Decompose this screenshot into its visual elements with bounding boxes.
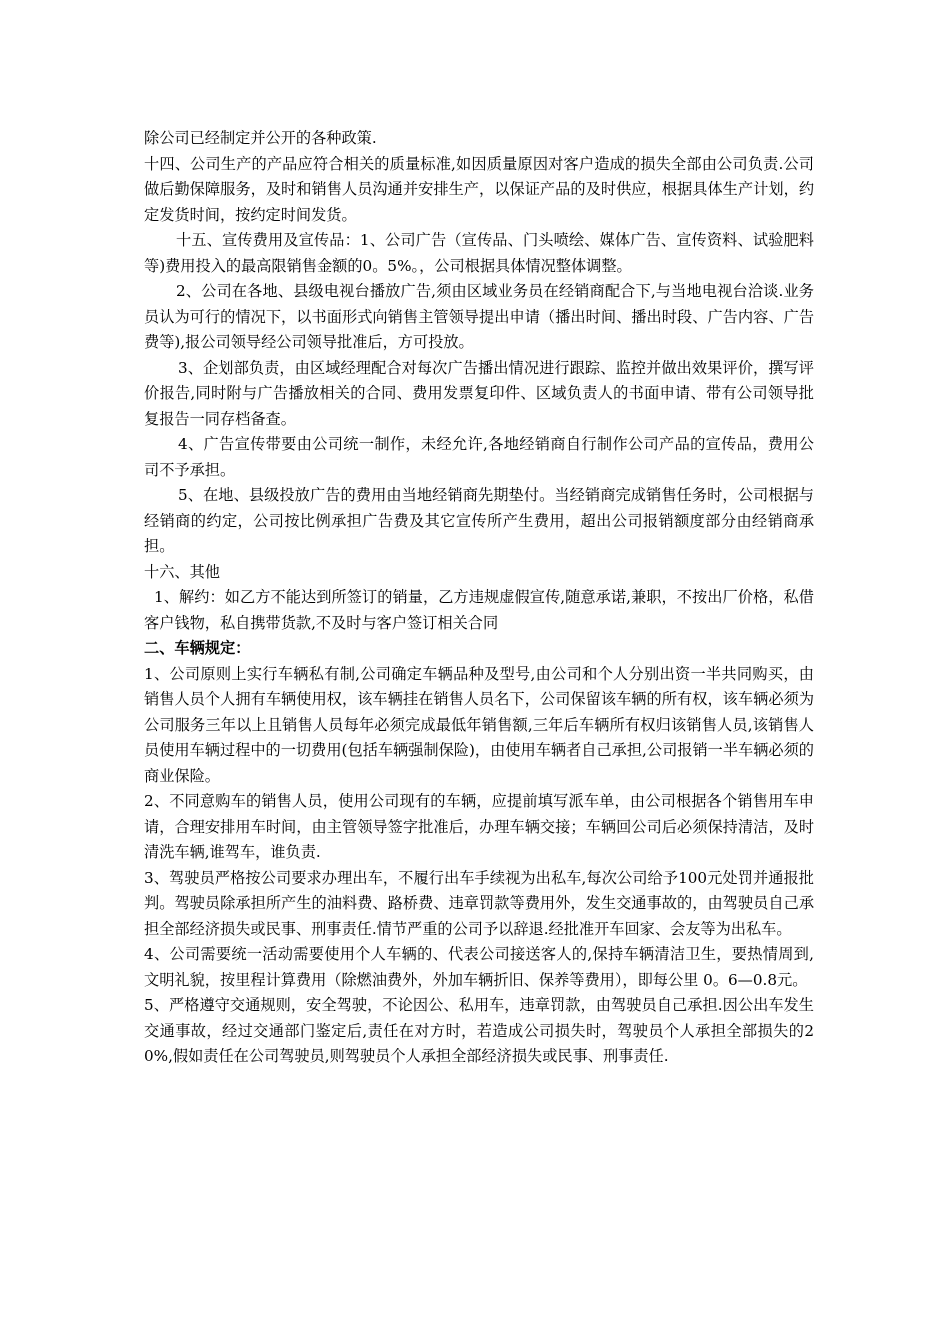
- paragraph-section-16: 十六、其他: [144, 562, 220, 581]
- paragraph-ad-item-2: 2、公司在各地、县级电视台播放广告,须由区域业务员在经销商配合下,与当地电视台洽谈.业务员认为可行的情况下，以书面形式向销售主管领导提出申请（播出时间、播出时段、广告内容、广告费等),报公司领导经公司领导批准后，方可投放。: [144, 282, 814, 351]
- paragraph-policy-continuation: 除公司已经制定并公开的各种政策.: [144, 129, 377, 147]
- paragraph-termination: 1、解约：如乙方不能达到所签订的销量，乙方违规虚假宣传,随意承诺,兼职，不按出厂价格，私借客户钱物，私自携带货款,不及时与客户签订相关合同: [144, 588, 814, 632]
- paragraph-vehicle-rule-2: 2、不同意购车的销售人员，使用公司现有的车辆，应提前填写派车单，由公司根据各个销售用车申请，合理安排用车时间，由主管领导签字批准后，办理车辆交接；车辆回公司后必须保持清洁，及时清洗车辆,谁驾车，谁负责.: [144, 792, 814, 861]
- paragraph-vehicle-rule-3: 3、驾驶员严格按公司要求办理出车，不履行出车手续视为出私车,每次公司给予100元处罚并通报批判。驾驶员除承担所产生的油料费、路桥费、违章罚款等费用外，发生交通事故的，由驾驶员自己承担全部经济损失或民事、刑事责任.情节严重的公司予以辞退.经批准开车回家、会友等为出私车。: [144, 868, 814, 938]
- paragraph-vehicle-rule-5: 5、严格遵守交通规则，安全驾驶，不论因公、私用车，违章罚款，由驾驶员自己承担.因公出车发生交通事故，经过交通部门鉴定后,责任在对方时，若造成公司损失时，驾驶员个人承担全部损失的20%,假如责任在公司驾驶员,则驾驶员个人承担全部经济损失或民事、刑事责任.: [144, 996, 814, 1065]
- paragraph-ad-item-4: 4、广告宣传带要由公司统一制作，未经允许,各地经销商自行制作公司产品的宣传品，费用公司不予承担。: [144, 435, 814, 479]
- paragraph-vehicle-rule-4: 4、公司需要统一活动需要使用个人车辆的、代表公司接送客人的,保持车辆清洁卫生，要热情周到,文明礼貌，按里程计算费用（除燃油费外，外加车辆折旧、保养等费用），即每公里 0。6—0.8元。: [144, 945, 814, 989]
- paragraph-section-15: 十五、宣传费用及宣传品：1、公司广告（宣传品、门头喷绘、媒体广告、宣传资料、试验肥料等)费用投入的最高限销售金额的0。5%。，公司根据具体情况整体调整。: [144, 231, 814, 275]
- paragraph-section-14: 十四、公司生产的产品应符合相关的质量标准,如因质量原因对客户造成的损失全部由公司负责.公司做后勤保障服务，及时和销售人员沟通并安排生产，以保证产品的及时供应，根据具体生产计划，约定发货时间，按约定时间发货。: [144, 154, 814, 224]
- paragraph-ad-item-3: 3、企划部负责，由区域经理配合对每次广告播出情况进行跟踪、监控并做出效果评价，撰写评价报告,同时附与广告播放相关的合同、费用发票复印件、区域负责人的书面申请、带有公司领导批复报告一同存档备查。: [144, 358, 814, 428]
- heading-vehicle-rules: 二、车辆规定：: [144, 639, 251, 657]
- document-body: [144, 126, 814, 1070]
- paragraph-ad-item-5: 5、在地、县级投放广告的费用由当地经销商先期垫付。当经销商完成销售任务时，公司根据与经销商的约定，公司按比例承担广告费及其它宣传所产生费用，超出公司报销额度部分由经销商承担。: [144, 486, 814, 555]
- paragraph-vehicle-rule-1: 1、公司原则上实行车辆私有制,公司确定车辆品种及型号,由公司和个人分别出资一半共同购买，由销售人员个人拥有车辆使用权，该车辆挂在销售人员名下，公司保留该车辆的所有权，该车辆必须为公司服务三年以上且销售人员每年必须完成最低年销售额,三年后车辆所有权归该销售人员,该销售人员使用车辆过程中的一切费用(包括车辆强制保险)，由使用车辆者自己承担,公司报销一半车辆必须的商业保险。: [144, 664, 814, 785]
